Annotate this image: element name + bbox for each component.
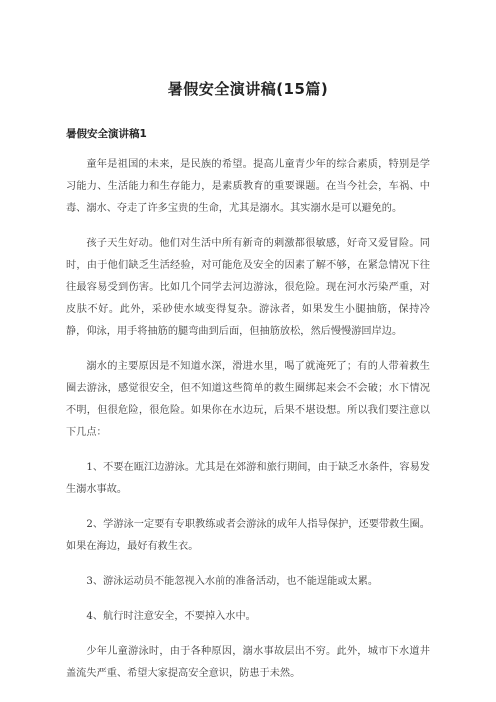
list-item: 4、航行时注意安全，不要掉入水中。 (86, 611, 256, 622)
document-body (66, 154, 430, 698)
list-item: 2、学游泳一定要有专职教练或者会游泳的成年人指导保护，还要带救生圈。如果在海边，最好有救生衣。 (66, 519, 430, 552)
list-item: 1、不要在瓯江边游泳。尤其是在郊游和旅行期间，由于缺乏水条件，容易发生溺水事故。 (66, 462, 430, 495)
document-title: 暑假安全演讲稿(15篇) (167, 80, 329, 98)
paragraph: 童年是祖国的未来，是民族的希望。提高儿童青少年的综合素质，特别是学习能力、生活能力和生存能力，是素质教育的重要课题。在当今社会，车祸、中毒、溺水、夺走了许多宝贵的生命，尤其是溺水。其实溺水是可以避免的。 (66, 159, 430, 214)
paragraph: 孩子天生好动。他们对生活中所有新奇的刺激都很敏感，好奇又爱冒险。同时，由于他们缺乏生活经验，对可能危及安全的因素了解不够，在紧急情况下往往最容易受到伤害。比如几个同学去河边游泳，很危险。现在河水污染严重，对皮肤不好。此外，采砂使水域变得复杂。游泳者，如果发生小腿抽筋，保持冷静，仰泳，用手将抽筋的腿弯曲到后面，但抽筋放松，然后慢慢游回岸边。 (66, 238, 430, 337)
list-item: 3、游泳运动员不能忽视入水前的准备活动，也不能逞能或太累。 (86, 576, 379, 587)
paragraph: 溺水的主要原因是不知道水深，滑进水里，喝了就淹死了；有的人带着救生圈去游泳，感觉很安全，但不知道这些简单的救生圈绑起来会不会破；水下情况不明，但很危险，很危险。如果你在水边玩，后果不堪设想。所以我们要注意以下几点： (66, 361, 430, 438)
section-heading: 暑假安全演讲稿1 (66, 128, 147, 140)
paragraph: 少年儿童游泳时，由于各种原因，溺水事故层出不穷。此外，城市下水道井盖流失严重、希望大家提高安全意识，防患于未然。 (66, 646, 430, 679)
